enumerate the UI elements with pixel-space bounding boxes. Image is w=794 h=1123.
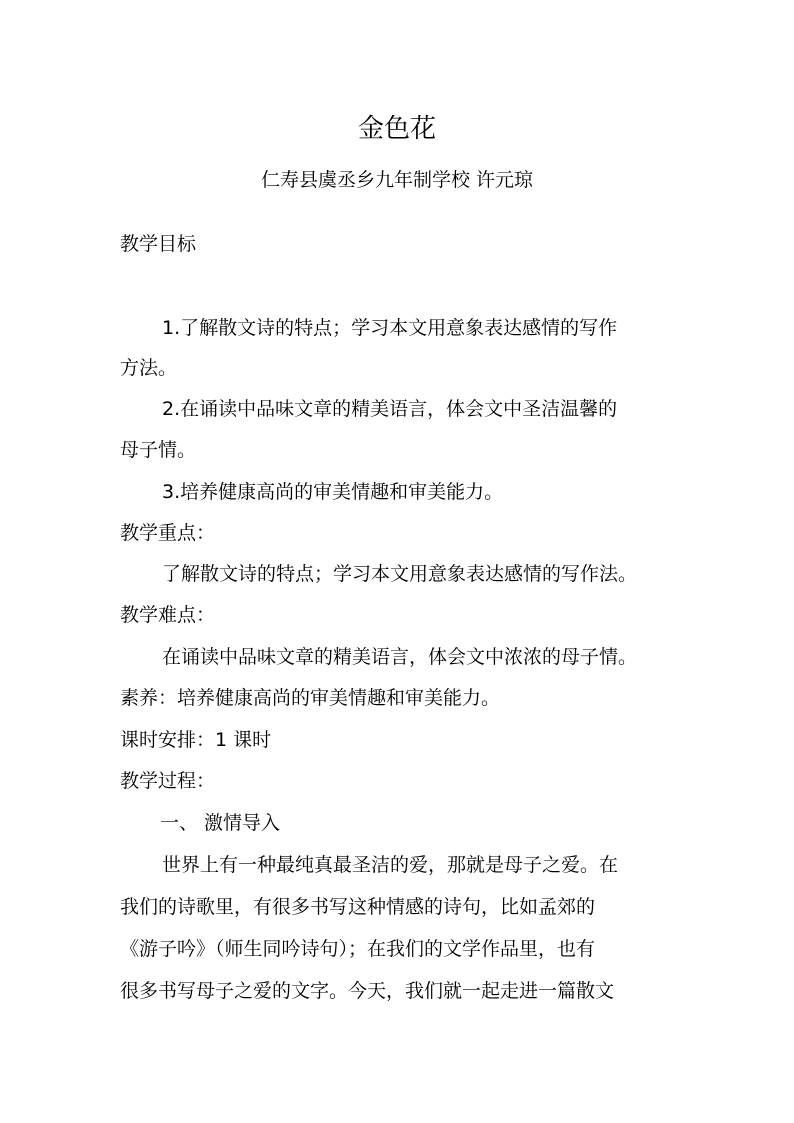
difficulties-text: 在诵读中品味文章的精美语言，体会文中浓浓的母子情。 xyxy=(162,646,638,668)
heading-teaching-process: 教学过程： xyxy=(120,770,216,792)
heading-key-points: 教学重点： xyxy=(120,522,216,544)
paragraph-line-4: 很多书写母子之爱的文字。今天，我们就一起走进一篇散文 xyxy=(120,980,615,1002)
author-line: 仁寿县虞丞乡九年制学校 许元琼 xyxy=(260,169,534,191)
literacy-text: 素养：培养健康高尚的审美情趣和审美能力。 xyxy=(120,687,501,709)
class-hours-text: 课时安排：1 课时 xyxy=(120,729,272,751)
goal-item-3: 3.培养健康高尚的审美情趣和审美能力。 xyxy=(162,481,504,503)
key-points-text: 了解散文诗的特点；学习本文用意象表达感情的写作法。 xyxy=(162,563,638,585)
paragraph-line-2: 我们的诗歌里，有很多书写这种情感的诗句，比如孟郊的 xyxy=(120,896,596,918)
section-heading-intro: 一、 激情导入 xyxy=(160,812,281,834)
goal-item-2: 2.在诵读中品味文章的精美语言，体会文中圣洁温馨的 xyxy=(162,398,618,420)
paragraph-line-1: 世界上有一种最纯真最圣洁的爱，那就是母子之爱。在 xyxy=(162,854,619,876)
heading-difficulties: 教学难点： xyxy=(120,604,216,626)
document-title: 金色花 xyxy=(357,114,436,144)
goal-item-2-continued: 母子情。 xyxy=(120,439,197,461)
heading-teaching-goals: 教学目标 xyxy=(120,233,197,255)
goal-item-1-continued: 方法。 xyxy=(120,357,178,379)
goal-item-1: 1.了解散文诗的特点；学习本文用意象表达感情的写作 xyxy=(162,317,618,339)
paragraph-line-3: 《游子吟》（师生同吟诗句）；在我们的文学作品里，也有 xyxy=(120,938,596,960)
